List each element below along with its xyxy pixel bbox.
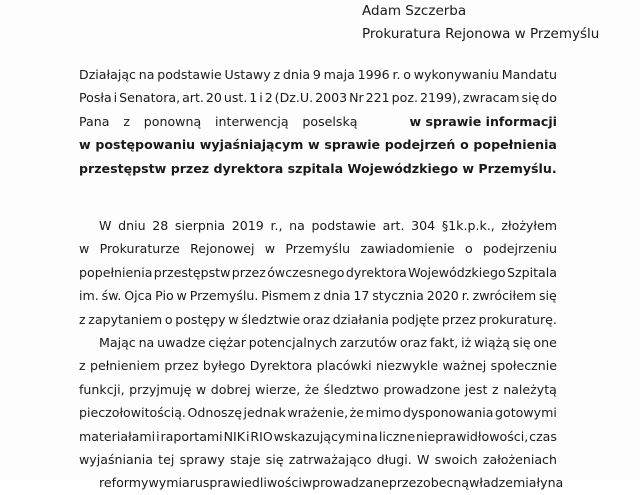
paragraph-line: z pełnieniem przez byłego Dyrektora placówki niezwykle ważnej społecznie — [79, 358, 557, 374]
paragraph-line: z zapytaniem o postępy w śledztwie oraz działania podjęte przez prokuraturę. — [79, 311, 557, 327]
paragraph-line: Posła i Senatora, art. 20 ust. 1 i 2 (Dz.U. 2003 Nr 221 poz. 2199), zwracam się do — [79, 90, 557, 106]
paragraph-line-bold: w postępowaniu wyjaśniającym w sprawie podejrzeń o popełnienia — [79, 137, 557, 153]
paragraph-line: funkcji, przyjmuję w dobrej wierze, że śledztwo prowadzone jest z należytą — [79, 381, 557, 397]
paragraph-line: Działając na podstawie Ustawy z dnia 9 maja 1996 r. o wykonywaniu Mandatu — [79, 67, 557, 82]
paragraph-2 — [79, 214, 564, 495]
paragraph-line: im. św. Ojca Pio w Przemyślu. Pismem z dnia 17 stycznia 2020 r. zwróciłem się — [79, 288, 557, 304]
paragraph-line: reformy wymiaru sprawiedliwości wprowadzane przez obecną władze miały na — [99, 475, 564, 491]
paragraph-line: w Prokuraturze Rejonowej w Przemyślu zawiadomienie o podejrzeniu — [79, 241, 557, 257]
addressee-block — [362, 0, 599, 46]
paragraph-line-text: Pana z ponowną interwencją poselską — [79, 113, 358, 129]
addressee-office: Prokuratura Rejonowa w Przemyślu — [362, 26, 600, 42]
paragraph-line: popełnienia przestępstw przez ówczesnego dyrektora Wojewódzkiego Szpitala — [79, 264, 557, 280]
paragraph-line: materiałami i raportami NIK i RIO wskazującymi na liczne nieprawidłowości, czas — [79, 428, 557, 444]
paragraph-line: W dniu 28 sierpnia 2019 r., na podstawie art. 304 §1k.p.k., złożyłem — [99, 218, 557, 233]
paragraph-1 — [79, 63, 557, 180]
paragraph-line: wyjaśniania tej sprawy staje się zatrważająco długi. W swoich założeniach — [79, 451, 557, 467]
paragraph-line — [79, 110, 557, 133]
addressee-name: Adam Szczerba — [362, 3, 467, 19]
paragraph-line-bold: przestępstw przez dyrektora szpitala Wojewódzkiego w Przemyślu. — [79, 160, 557, 176]
paragraph-line: pieczołowitością. Odnoszę jednak wrażenie, że mimo dysponowania gotowymi — [79, 405, 557, 421]
paragraph-line: Mając na uwadze ciężar potencjalnych zarzutów oraz fakt, iż wiążą się one — [99, 334, 557, 350]
paragraph-line-bold: w sprawie informacji — [409, 113, 557, 129]
